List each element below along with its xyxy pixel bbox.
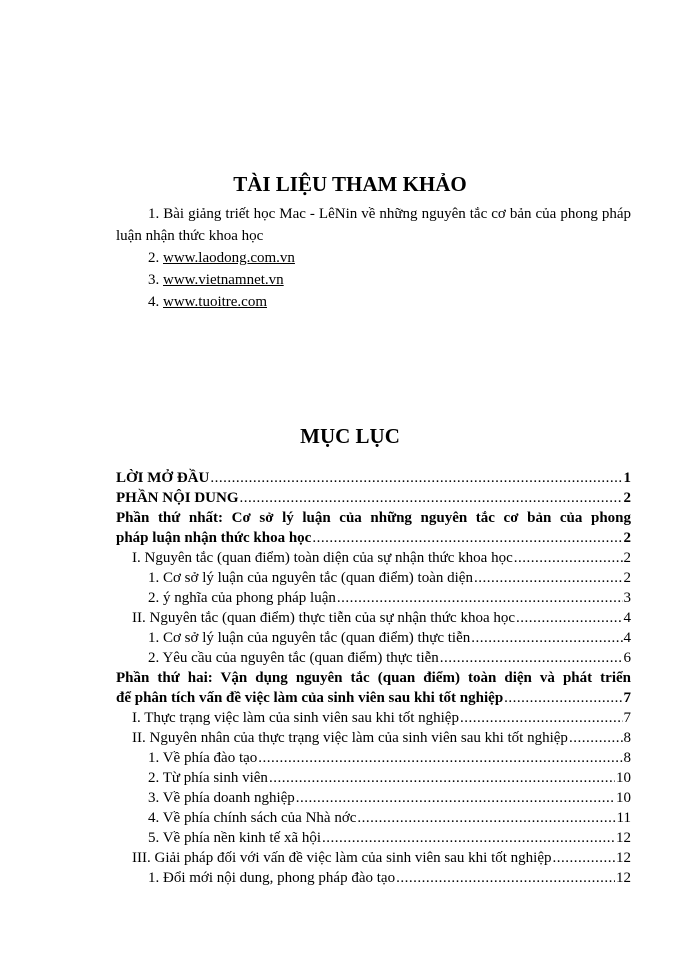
toc-entry-part-one-line1 <box>116 508 631 528</box>
toc-entry[interactable] <box>116 488 631 508</box>
toc-entry-page: 8 <box>623 750 631 766</box>
reference-link-vietnamnet[interactable]: www.vietnamnet.vn <box>163 272 284 288</box>
toc-entry-page: 4 <box>623 630 631 646</box>
toc-leader <box>269 768 615 788</box>
toc-entry[interactable] <box>148 628 631 648</box>
toc-entry[interactable] <box>116 528 631 548</box>
toc-entry-page: 2 <box>623 530 631 546</box>
toc-leader <box>474 568 623 588</box>
toc-entry[interactable] <box>132 608 631 628</box>
toc-entry-title: 1. Cơ sở lý luận của nguyên tắc (quan điểm) toàn diện <box>148 570 473 586</box>
toc-heading: MỤC LỤC <box>300 424 400 448</box>
reference-item-4 <box>148 291 267 313</box>
toc-leader <box>396 868 615 888</box>
toc-entry-title: I. Nguyên tắc (quan điểm) toàn diện của sự nhận thức khoa học <box>132 550 513 566</box>
toc-leader <box>312 528 622 548</box>
toc-entry-page: 12 <box>616 850 631 866</box>
toc-entry-page: 10 <box>616 790 631 806</box>
reference-number: 4. <box>148 294 163 310</box>
toc-leader <box>504 688 622 708</box>
toc-entry[interactable] <box>148 828 631 848</box>
toc-entry[interactable] <box>148 748 631 768</box>
toc-leader <box>322 828 615 848</box>
toc-entry-page: 8 <box>623 730 631 746</box>
toc-entry-title: pháp luận nhận thức khoa học <box>116 530 312 546</box>
toc-leader <box>357 808 615 828</box>
toc-entry-part-two-line1 <box>116 668 631 688</box>
toc-entry-title: PHẦN NỘI DUNG <box>116 490 239 506</box>
toc-entry-page: 2 <box>623 570 631 586</box>
toc-entry[interactable] <box>148 568 631 588</box>
toc-entry[interactable] <box>116 468 631 488</box>
toc-leader <box>258 748 622 768</box>
reference-number: 2. <box>148 250 163 266</box>
toc-entry-title: 2. Yêu cầu của nguyên tắc (quan điểm) thực tiễn <box>148 650 439 666</box>
toc-leader <box>210 468 622 488</box>
reference-number: 3. <box>148 272 163 288</box>
toc-entry-title: 1. Đổi mới nội dung, phong pháp đào tạo <box>148 870 396 886</box>
toc-leader <box>296 788 615 808</box>
toc-entry[interactable] <box>132 848 631 868</box>
toc-entry-title: 5. Về phía nền kinh tế xã hội <box>148 830 322 846</box>
toc-entry-title: LỜI MỞ ĐẦU <box>116 470 210 486</box>
toc-entry[interactable] <box>132 728 631 748</box>
toc-entry-title: III. Giải pháp đối với vấn đề việc làm của sinh viên sau khi tốt nghiệp <box>132 850 552 866</box>
toc-entry-title: 1. Cơ sở lý luận của nguyên tắc (quan điểm) thực tiễn <box>148 630 471 646</box>
toc-leader <box>460 708 623 728</box>
toc-leader <box>337 588 623 608</box>
toc-entry-page: 1 <box>623 470 631 486</box>
toc-entry[interactable] <box>148 868 631 888</box>
reference-item-3 <box>148 269 284 291</box>
toc-entry-title-line1: Phần thứ hai: Vận dụng nguyên tắc (quan điểm) toàn diện và phát triển <box>116 670 631 686</box>
toc-entry-title: II. Nguyên tắc (quan điểm) thực tiễn của sự nhận thức khoa học <box>132 610 516 626</box>
toc-entry[interactable] <box>148 648 631 668</box>
toc-leader <box>514 548 623 568</box>
toc-entry[interactable] <box>148 808 631 828</box>
reference-item-2 <box>148 247 295 269</box>
toc-entry-page: 12 <box>616 870 631 886</box>
toc-leader <box>440 648 623 668</box>
toc-leader <box>569 728 623 748</box>
toc-entry-page: 7 <box>623 690 631 706</box>
references-heading: TÀI LIỆU THAM KHẢO <box>233 172 467 196</box>
toc-entry[interactable] <box>132 548 631 568</box>
toc-leader <box>516 608 622 628</box>
toc-entry-page: 4 <box>623 610 631 626</box>
toc-entry-title: 1. Về phía đào tạo <box>148 750 258 766</box>
reference-item-1: 1. Bài giảng triết học Mac - LêNin về những nguyên tắc cơ bản của phong pháp luận nhận thức khoa học <box>116 206 631 244</box>
toc-entry-title: 3. Về phía doanh nghiệp <box>148 790 295 806</box>
toc-entry-page: 6 <box>623 650 631 666</box>
toc-entry-page: 2 <box>623 490 631 506</box>
toc-entry-page: 2 <box>623 550 631 566</box>
toc-leader <box>553 848 616 868</box>
toc-entry[interactable] <box>116 688 631 708</box>
toc-entry[interactable] <box>148 788 631 808</box>
toc-leader <box>240 488 623 508</box>
toc-entry-title: II. Nguyên nhân của thực trạng việc làm của sinh viên sau khi tốt nghiệp <box>132 730 568 746</box>
toc-entry-title: để phân tích vấn đề việc làm của sinh viên sau khi tốt nghiệp <box>116 690 504 706</box>
toc-entry-title: I. Thực trạng việc làm của sinh viên sau khi tốt nghiệp <box>132 710 459 726</box>
toc-entry-page: 3 <box>623 590 631 606</box>
toc-entry[interactable] <box>148 768 631 788</box>
reference-link-tuoitre[interactable]: www.tuoitre.com <box>163 294 268 310</box>
toc-entry-title: 2. Từ phía sinh viên <box>148 770 268 786</box>
toc-entry[interactable] <box>148 588 631 608</box>
reference-link-laodong[interactable]: www.laodong.com.vn <box>163 250 295 266</box>
toc-entry-title: 2. ý nghĩa của phong pháp luận <box>148 590 336 606</box>
toc-entry-page: 11 <box>616 810 631 826</box>
toc-entry-page: 10 <box>616 770 631 786</box>
toc-entry-page: 12 <box>616 830 631 846</box>
toc-entry[interactable] <box>132 708 631 728</box>
toc-entry-page: 7 <box>623 710 631 726</box>
toc-leader <box>471 628 622 648</box>
toc-entry-title-line1: Phần thứ nhất: Cơ sở lý luận của những nguyên tắc cơ bản của phong <box>116 510 631 526</box>
toc-entry-title: 4. Về phía chính sách của Nhà nớc <box>148 810 357 826</box>
